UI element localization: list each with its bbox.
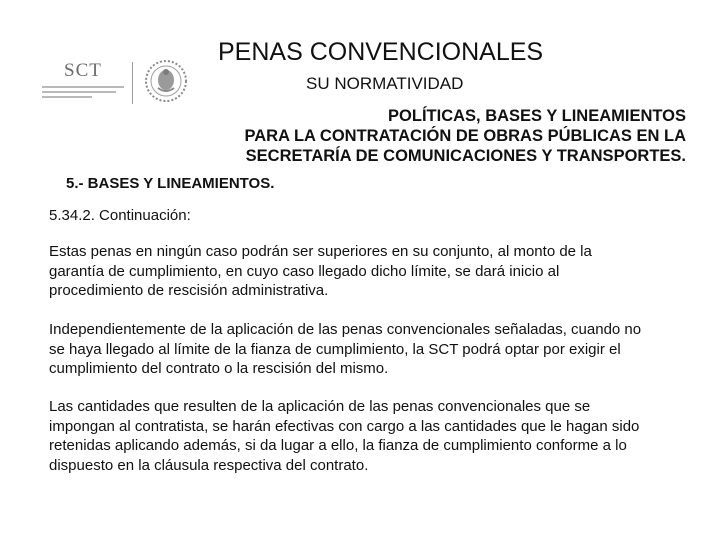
paragraph-line: garantía de cumplimiento, en cuyo caso llegado dicho límite, se dará inicio al xyxy=(49,262,560,280)
paragraph-line: cumplimiento del contrato o la rescisión del mismo. xyxy=(49,360,389,377)
paragraph-line: 5.34.2. Continuación: xyxy=(49,207,191,224)
heading-line: PARA LA CONTRATACIÓN DE OBRAS PÚBLICAS EN LA xyxy=(244,127,686,145)
paragraph-line: se haya llegado al límite de la fianza de cumplimiento, la SCT podrá optar por exigir el xyxy=(49,340,621,358)
paragraph-independence xyxy=(49,320,689,379)
document-heading xyxy=(194,106,686,166)
paragraph-line: procedimiento de rescisión administrativa. xyxy=(49,282,329,299)
paragraph-line: Independientemente de la aplicación de las penas convencionales señaladas, cuando no xyxy=(49,321,642,338)
page-subtitle: SU NORMATIVIDAD xyxy=(306,74,464,93)
paragraph-limit xyxy=(49,242,689,301)
national-seal-icon xyxy=(144,58,188,104)
paragraph-continuation xyxy=(49,206,689,226)
paragraph-line: Estas penas en ningún caso podrán ser superiores en su conjunto, al monto de la xyxy=(49,243,592,260)
paragraph-line: dispuesto en la cláusula respectiva del contrato. xyxy=(49,456,369,474)
sct-logo-subtext-graphic xyxy=(42,86,124,100)
logo-divider xyxy=(132,62,133,104)
paragraph-line: impongan al contratista, se harán efectivas con cargo a las cantidades que le hagan sido xyxy=(49,417,640,435)
paragraph-line: Las cantidades que resulten de la aplicación de las penas convencionales que se xyxy=(49,398,591,415)
page-title: PENAS CONVENCIONALES xyxy=(218,38,544,66)
sct-logo xyxy=(40,56,190,106)
heading-line: POLÍTICAS, BASES Y LINEAMIENTOS xyxy=(388,107,686,125)
sct-logo-text: SCT xyxy=(64,60,102,81)
section-label: 5.- BASES Y LINEAMIENTOS. xyxy=(66,175,275,192)
heading-line: SECRETARÍA DE COMUNICACIONES Y TRANSPORTES. xyxy=(245,147,686,165)
paragraph-line: retenidas aplicando además, si da lugar a ello, la fianza de cumplimiento conforme a lo xyxy=(49,437,627,454)
paragraph-amounts xyxy=(49,397,689,475)
